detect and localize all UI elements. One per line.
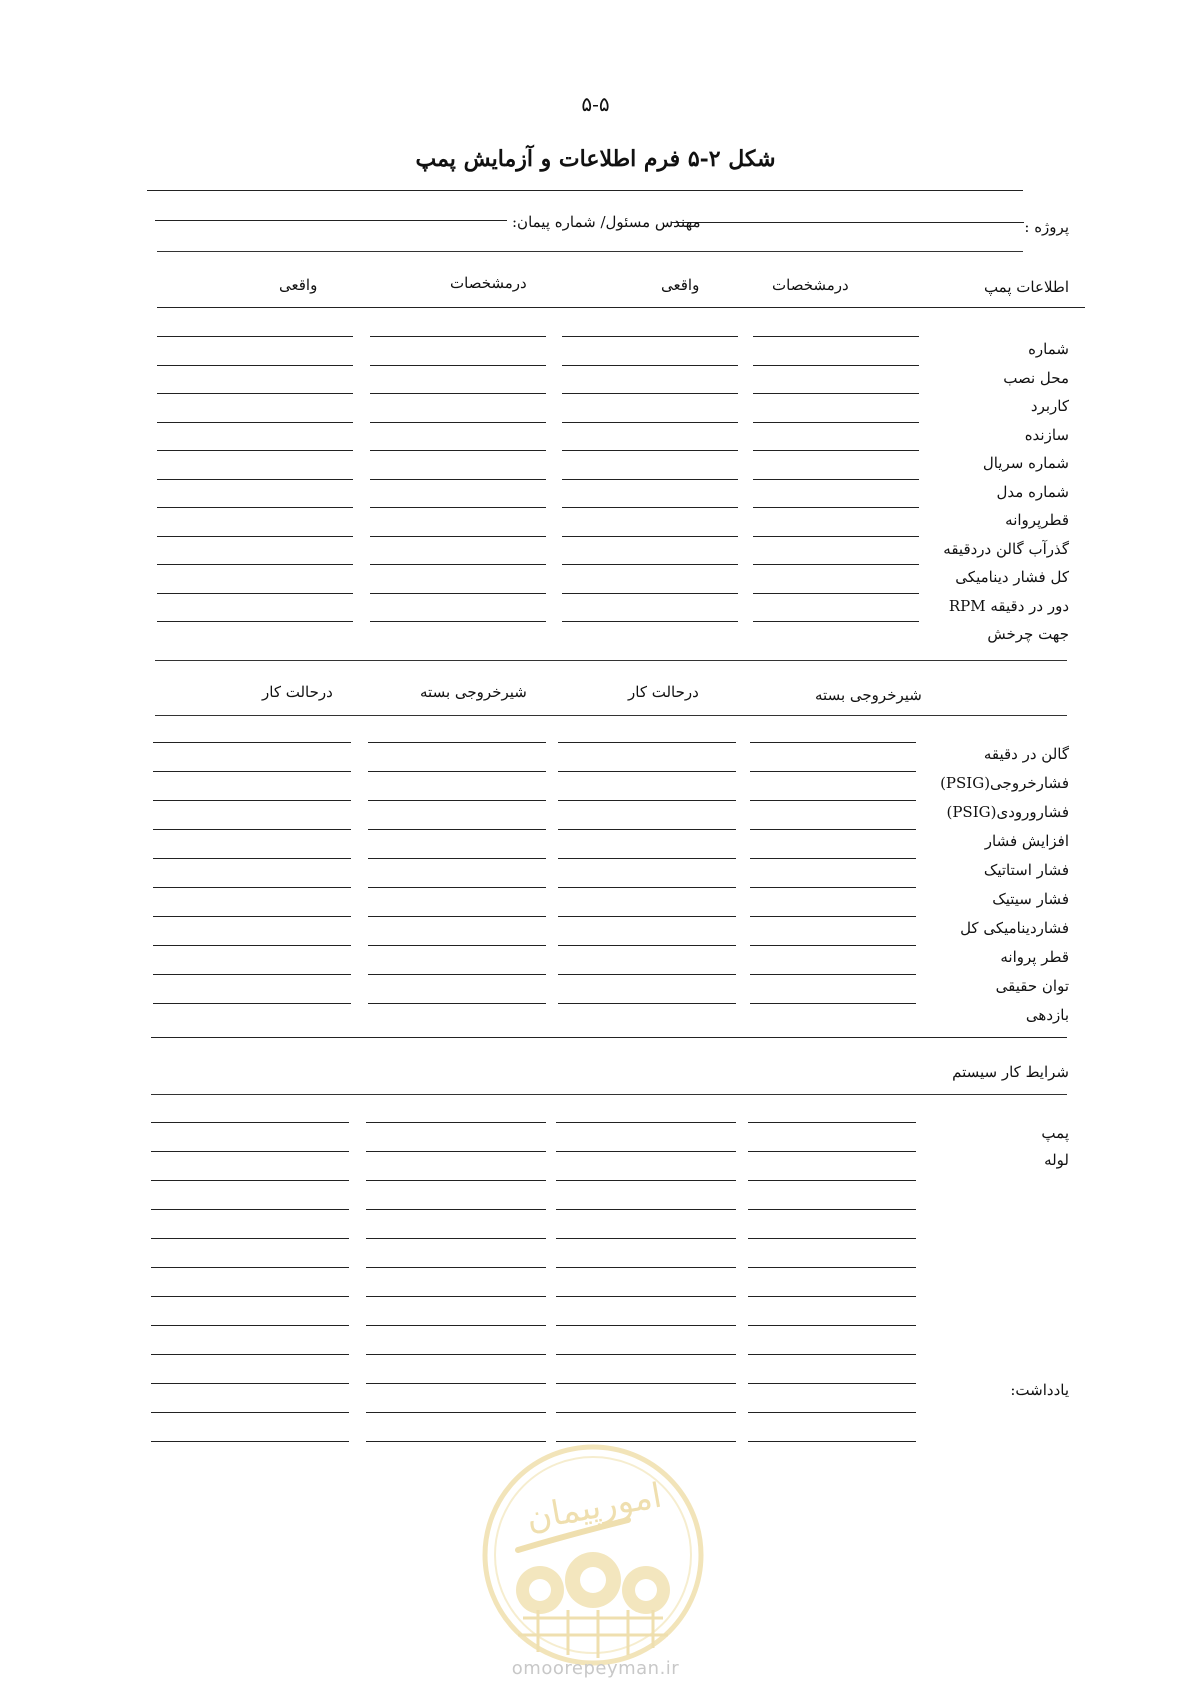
pump-info-field-0[interactable] xyxy=(753,507,919,508)
pump-info-field-3[interactable] xyxy=(157,450,353,451)
project-label: پروژه : xyxy=(1024,218,1069,236)
engineer-field[interactable] xyxy=(155,220,507,221)
pump-info-field-2[interactable] xyxy=(370,564,546,565)
pump-info-field-2[interactable] xyxy=(370,393,546,394)
system-field-1[interactable] xyxy=(556,1354,736,1355)
pump-info-header-rule xyxy=(157,307,1085,308)
test-field-0[interactable] xyxy=(750,858,916,859)
system-field-3[interactable] xyxy=(151,1180,349,1181)
pump-info-col-actual-2: واقعی xyxy=(279,276,318,294)
test-field-2[interactable] xyxy=(368,829,546,830)
test-field-3[interactable] xyxy=(153,887,351,888)
pump-info-field-2[interactable] xyxy=(370,536,546,537)
pump-info-label: اطلاعات پمپ xyxy=(983,278,1069,296)
system-field-1[interactable] xyxy=(556,1209,736,1210)
test-row-label: توان حقیقی xyxy=(995,977,1069,995)
system-field-2[interactable] xyxy=(366,1238,546,1239)
test-row-label: بازدهی xyxy=(1025,1006,1069,1024)
system-field-1[interactable] xyxy=(556,1412,736,1413)
system-field-0[interactable] xyxy=(748,1354,916,1355)
test-col-running-1: درحالت کار xyxy=(628,683,699,701)
test-field-2[interactable] xyxy=(368,887,546,888)
system-field-1[interactable] xyxy=(556,1325,736,1326)
test-field-2[interactable] xyxy=(368,858,546,859)
test-field-1[interactable] xyxy=(558,974,736,975)
system-field-3[interactable] xyxy=(151,1296,349,1297)
test-field-3[interactable] xyxy=(153,800,351,801)
test-col-closed-2: شیرخروجی بسته xyxy=(420,683,527,701)
system-field-0[interactable] xyxy=(748,1383,916,1384)
test-row-label: گالن در دقیقه xyxy=(983,745,1069,763)
pump-info-field-0[interactable] xyxy=(753,564,919,565)
test-field-0[interactable] xyxy=(750,916,916,917)
pump-info-field-0[interactable] xyxy=(753,621,919,622)
system-field-0[interactable] xyxy=(748,1296,916,1297)
system-field-3[interactable] xyxy=(151,1238,349,1239)
system-field-3[interactable] xyxy=(151,1122,349,1123)
pump-info-field-3[interactable] xyxy=(157,593,353,594)
pump-info-field-1[interactable] xyxy=(562,479,738,480)
test-field-1[interactable] xyxy=(558,945,736,946)
test-field-1[interactable] xyxy=(558,1003,736,1004)
pump-info-row-label: کل فشار دینامیکی xyxy=(955,568,1069,586)
system-field-2[interactable] xyxy=(366,1180,546,1181)
test-field-2[interactable] xyxy=(368,1003,546,1004)
pump-info-field-3[interactable] xyxy=(157,479,353,480)
pump-info-field-1[interactable] xyxy=(562,450,738,451)
pump-info-row-label: دور در دقیقه RPM xyxy=(948,596,1069,615)
test-field-0[interactable] xyxy=(750,945,916,946)
pump-info-field-3[interactable] xyxy=(157,365,353,366)
system-field-2[interactable] xyxy=(366,1383,546,1384)
pump-info-field-2[interactable] xyxy=(370,450,546,451)
test-field-1[interactable] xyxy=(558,887,736,888)
pump-info-field-3[interactable] xyxy=(157,564,353,565)
pump-info-field-3[interactable] xyxy=(157,621,353,622)
system-section-label: شرایط کار سیستم xyxy=(952,1063,1069,1081)
test-row-label: فشار استاتیک xyxy=(983,861,1069,879)
pump-info-field-3[interactable] xyxy=(157,393,353,394)
system-row-pump: پمپ xyxy=(1041,1124,1069,1142)
system-field-3[interactable] xyxy=(151,1325,349,1326)
pump-info-field-2[interactable] xyxy=(370,365,546,366)
system-field-0[interactable] xyxy=(748,1180,916,1181)
system-field-3[interactable] xyxy=(151,1151,349,1152)
pump-info-row-label: شماره xyxy=(1028,340,1069,358)
system-field-1[interactable] xyxy=(556,1238,736,1239)
test-field-3[interactable] xyxy=(153,771,351,772)
pump-info-field-1[interactable] xyxy=(562,336,738,337)
pump-info-row-label: قطرپروانه xyxy=(1005,511,1069,529)
system-header-rule xyxy=(151,1094,1067,1095)
system-field-0[interactable] xyxy=(748,1151,916,1152)
pump-info-row-label: گذرآب گالن دردقیقه xyxy=(943,539,1069,558)
pump-info-field-2[interactable] xyxy=(370,593,546,594)
pump-info-field-3[interactable] xyxy=(157,336,353,337)
test-field-1[interactable] xyxy=(558,916,736,917)
test-field-3[interactable] xyxy=(153,829,351,830)
system-field-1[interactable] xyxy=(556,1122,736,1123)
pump-info-row-label: شماره مدل xyxy=(996,482,1069,501)
pump-info-field-1[interactable] xyxy=(562,422,738,423)
test-field-3[interactable] xyxy=(153,974,351,975)
test-row-label: قطر پروانه xyxy=(1000,948,1069,966)
test-col-closed-1: شیرخروجی بسته xyxy=(815,686,922,704)
pump-info-col-actual-1: واقعی xyxy=(661,276,700,294)
system-field-2[interactable] xyxy=(366,1412,546,1413)
pump-info-row-label: جهت چرخش xyxy=(987,625,1069,643)
test-field-3[interactable] xyxy=(153,858,351,859)
pump-info-col-spec-2: درمشخصات xyxy=(450,274,527,292)
system-field-2[interactable] xyxy=(366,1151,546,1152)
form-title: شکل ۲-۵ فرم اطلاعات و آزمایش پمپ xyxy=(415,146,776,172)
test-col-running-2: درحالت کار xyxy=(262,683,333,701)
system-field-3[interactable] xyxy=(151,1209,349,1210)
system-field-3[interactable] xyxy=(151,1267,349,1268)
pump-info-field-1[interactable] xyxy=(562,593,738,594)
system-field-0[interactable] xyxy=(748,1267,916,1268)
test-field-2[interactable] xyxy=(368,916,546,917)
pump-info-field-3[interactable] xyxy=(157,536,353,537)
test-row-label: فشارورودی(PSIG) xyxy=(946,803,1069,821)
pump-info-field-0[interactable] xyxy=(753,336,919,337)
system-row-pipe: لوله xyxy=(1044,1151,1069,1169)
test-field-2[interactable] xyxy=(368,800,546,801)
test-field-0[interactable] xyxy=(750,974,916,975)
pump-info-field-3[interactable] xyxy=(157,507,353,508)
pump-info-field-2[interactable] xyxy=(370,507,546,508)
pump-info-field-2[interactable] xyxy=(370,336,546,337)
system-field-0[interactable] xyxy=(748,1122,916,1123)
project-field[interactable] xyxy=(672,222,1024,223)
pump-info-row-label: محل نصب xyxy=(1003,368,1069,387)
engineer-label: مهندس مسئول/ شماره پیمان: xyxy=(512,213,701,231)
test-field-3[interactable] xyxy=(153,742,351,743)
system-field-0[interactable] xyxy=(748,1441,916,1442)
system-field-2[interactable] xyxy=(366,1354,546,1355)
pump-info-field-1[interactable] xyxy=(562,507,738,508)
pump-info-field-3[interactable] xyxy=(157,422,353,423)
test-field-3[interactable] xyxy=(153,1003,351,1004)
pump-info-field-0[interactable] xyxy=(753,450,919,451)
pump-info-field-2[interactable] xyxy=(370,621,546,622)
system-field-0[interactable] xyxy=(748,1238,916,1239)
pump-info-field-0[interactable] xyxy=(753,536,919,537)
pump-info-field-1[interactable] xyxy=(562,564,738,565)
test-field-0[interactable] xyxy=(750,771,916,772)
watermark-logo xyxy=(478,1440,708,1670)
test-field-1[interactable] xyxy=(558,742,736,743)
test-field-0[interactable] xyxy=(750,1003,916,1004)
system-field-3[interactable] xyxy=(151,1441,349,1442)
test-field-3[interactable] xyxy=(153,945,351,946)
notes-label: یادداشت: xyxy=(1010,1381,1069,1399)
pump-info-field-2[interactable] xyxy=(370,479,546,480)
system-field-2[interactable] xyxy=(366,1122,546,1123)
test-row-label: فشارخروجی(PSIG) xyxy=(940,774,1069,792)
watermark-url: omoorepeyman.ir xyxy=(511,1658,680,1679)
test-field-1[interactable] xyxy=(558,858,736,859)
system-field-0[interactable] xyxy=(748,1209,916,1210)
pump-info-col-spec-1: درمشخصات xyxy=(772,276,849,294)
pump-info-row-label: کاربرد xyxy=(1030,397,1069,415)
test-field-0[interactable] xyxy=(750,742,916,743)
system-field-1[interactable] xyxy=(556,1267,736,1268)
test-field-2[interactable] xyxy=(368,945,546,946)
pump-info-field-1[interactable] xyxy=(562,365,738,366)
system-field-1[interactable] xyxy=(556,1151,736,1152)
pump-info-field-0[interactable] xyxy=(753,393,919,394)
test-field-0[interactable] xyxy=(750,800,916,801)
pump-info-field-1[interactable] xyxy=(562,393,738,394)
test-row-label: افزایش فشار xyxy=(984,832,1069,850)
pump-info-field-1[interactable] xyxy=(562,536,738,537)
test-field-0[interactable] xyxy=(750,887,916,888)
pump-info-field-0[interactable] xyxy=(753,422,919,423)
pump-info-field-1[interactable] xyxy=(562,621,738,622)
test-top-rule xyxy=(155,660,1067,661)
system-field-1[interactable] xyxy=(556,1383,736,1384)
test-field-1[interactable] xyxy=(558,800,736,801)
test-field-1[interactable] xyxy=(558,829,736,830)
system-field-2[interactable] xyxy=(366,1267,546,1268)
test-field-2[interactable] xyxy=(368,974,546,975)
pump-info-row-label: شماره سریال xyxy=(982,454,1069,472)
test-field-0[interactable] xyxy=(750,829,916,830)
header-rule xyxy=(157,251,1023,252)
system-field-2[interactable] xyxy=(366,1325,546,1326)
system-field-3[interactable] xyxy=(151,1412,349,1413)
test-field-2[interactable] xyxy=(368,742,546,743)
pump-info-field-0[interactable] xyxy=(753,479,919,480)
page-number: ۵-۵ xyxy=(581,92,610,116)
test-field-3[interactable] xyxy=(153,916,351,917)
pump-info-field-0[interactable] xyxy=(753,593,919,594)
test-field-2[interactable] xyxy=(368,771,546,772)
system-top-rule xyxy=(151,1037,1067,1038)
system-field-3[interactable] xyxy=(151,1354,349,1355)
system-field-2[interactable] xyxy=(366,1296,546,1297)
system-field-2[interactable] xyxy=(366,1209,546,1210)
system-field-0[interactable] xyxy=(748,1412,916,1413)
test-row-label: فشاردینامیکی کل xyxy=(960,919,1069,937)
pump-info-field-2[interactable] xyxy=(370,422,546,423)
test-row-label: فشار سیتیک xyxy=(992,890,1069,908)
test-field-1[interactable] xyxy=(558,771,736,772)
system-field-1[interactable] xyxy=(556,1296,736,1297)
top-rule xyxy=(147,190,1023,191)
system-field-0[interactable] xyxy=(748,1325,916,1326)
watermark-logo-text: امورپیمان xyxy=(523,1475,665,1539)
system-field-3[interactable] xyxy=(151,1383,349,1384)
pump-info-row-label: سازنده xyxy=(1024,425,1069,444)
pump-info-field-0[interactable] xyxy=(753,365,919,366)
system-field-1[interactable] xyxy=(556,1180,736,1181)
test-header-rule xyxy=(155,715,1067,716)
